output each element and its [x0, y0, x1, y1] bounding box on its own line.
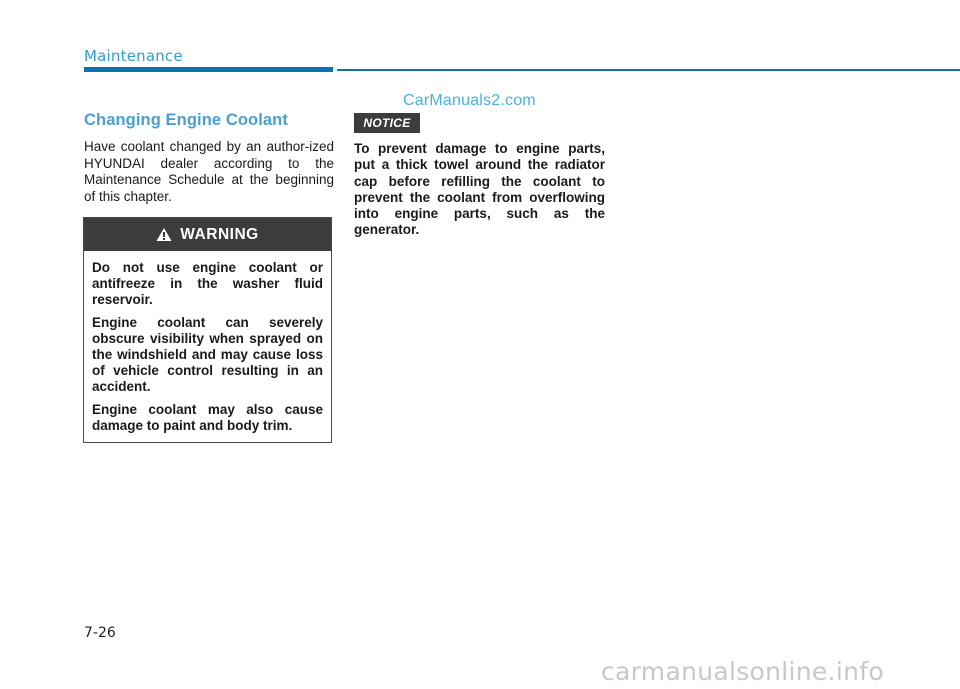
warning-triangle-icon [156, 227, 172, 242]
warning-body [84, 251, 331, 434]
section-header: Maintenance [84, 47, 183, 65]
page-number: 7-26 [84, 625, 116, 641]
header-rule-thin [337, 69, 960, 71]
warning-header [84, 218, 331, 251]
body-paragraph: Have coolant changed by an author-ized HYUNDAI dealer according to the Maintenance Schedule at the beginning of this chapter. [84, 139, 334, 204]
page-heading: Changing Engine Coolant [84, 111, 288, 129]
notice-text: To prevent damage to engine parts, put a thick towel around the radiator cap before refilling the coolant to prevent the coolant from overflowing into engine parts, such as the generator. [354, 141, 605, 238]
header-rule-thick [84, 67, 333, 72]
warning-title: WARNING [180, 225, 259, 243]
notice-badge: NOTICE [354, 113, 420, 133]
site-watermark[interactable]: CarManuals2.com [403, 92, 536, 109]
footer-watermark[interactable]: carmanualsonline.info [601, 657, 884, 686]
warning-paragraph: Engine coolant may also cause damage to paint and body trim. [92, 402, 323, 433]
warning-paragraph: Do not use engine coolant or antifreeze in the washer fluid reservoir. [92, 260, 323, 307]
warning-paragraph: Engine coolant can severely obscure visibility when sprayed on the windshield and may cause loss of vehicle control resulting in an accident. [92, 315, 323, 394]
warning-box [83, 217, 332, 443]
